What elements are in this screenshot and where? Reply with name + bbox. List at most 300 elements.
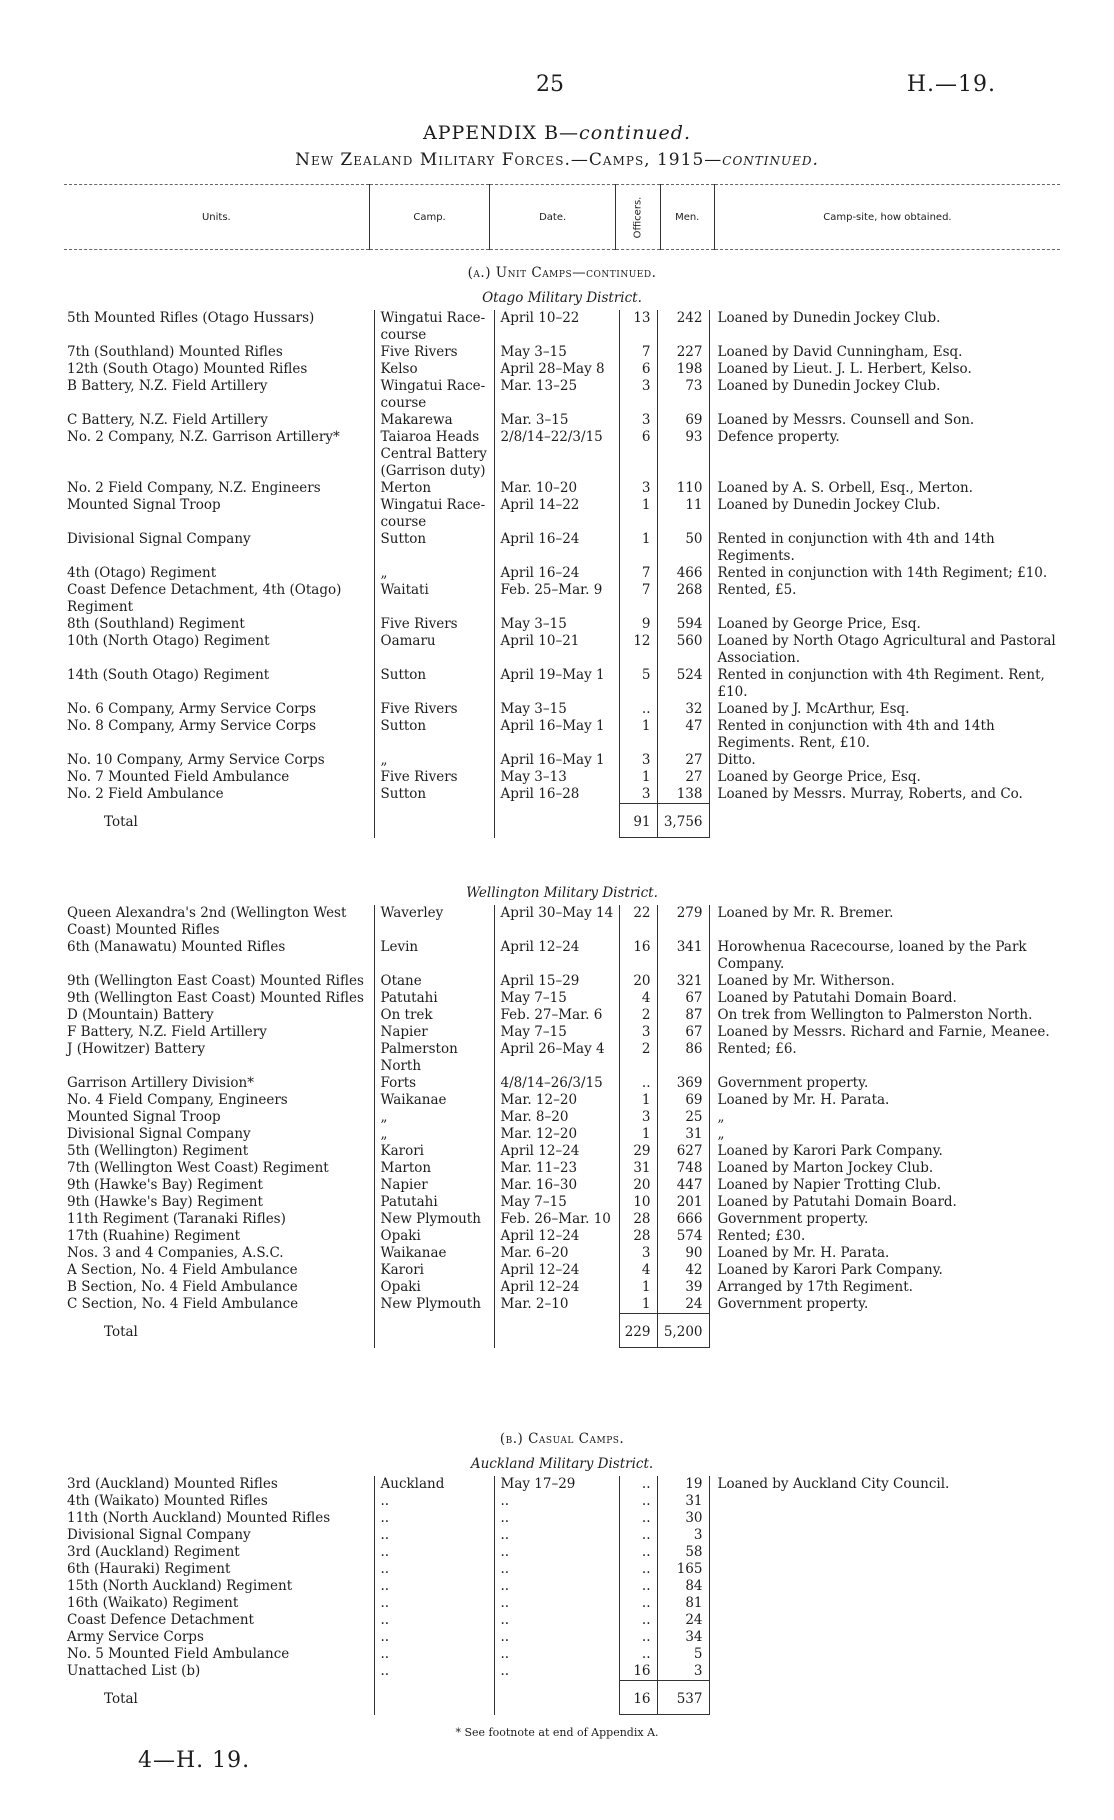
total-camp-blank bbox=[374, 1314, 494, 1348]
unit-cell: 17th (Ruahine) Regiment bbox=[67, 1228, 241, 1244]
date-cell: .. bbox=[494, 1612, 619, 1629]
officers-cell: 12 bbox=[619, 633, 657, 667]
men-cell: 5 bbox=[657, 1646, 709, 1663]
total-site-blank bbox=[709, 1681, 1060, 1715]
table-row bbox=[64, 1143, 1060, 1160]
table-row bbox=[64, 1126, 1060, 1143]
unit-cell: No. 5 Mounted Field Ambulance bbox=[67, 1646, 290, 1662]
page-subtitle bbox=[0, 150, 1114, 170]
date-cell: .. bbox=[494, 1561, 619, 1578]
campsite-cell: Loaned by Mr. R. Bremer. bbox=[709, 905, 1060, 939]
date-cell: April 15–29 bbox=[494, 973, 619, 990]
campsite-cell bbox=[709, 1510, 1060, 1527]
men-cell: 447 bbox=[657, 1177, 709, 1194]
total-men: 537 bbox=[657, 1681, 709, 1715]
unit-cell: Mounted Signal Troop bbox=[67, 1109, 221, 1125]
camp-cell: Sutton bbox=[374, 667, 494, 701]
officers-cell: 6 bbox=[619, 361, 657, 378]
district-heading-row bbox=[64, 880, 1060, 905]
officers-cell: 1 bbox=[619, 718, 657, 752]
campsite-cell: Rented in conjunction with 14th Regiment; £10. bbox=[709, 565, 1060, 582]
unit-cell: Coast Defence Detachment bbox=[67, 1612, 254, 1628]
men-cell: 30 bbox=[657, 1510, 709, 1527]
date-cell: April 12–24 bbox=[494, 1228, 619, 1245]
men-cell: 369 bbox=[657, 1075, 709, 1092]
date-cell: April 14–22 bbox=[494, 497, 619, 531]
total-row bbox=[64, 1681, 1060, 1715]
footnote: * See footnote at end of Appendix A. bbox=[455, 1726, 659, 1739]
date-cell: April 12–24 bbox=[494, 1143, 619, 1160]
table-row bbox=[64, 718, 1060, 752]
table-row bbox=[64, 531, 1060, 565]
officers-cell: .. bbox=[619, 1075, 657, 1092]
men-cell: 279 bbox=[657, 905, 709, 939]
auckland-casual-camps-table bbox=[64, 1426, 1060, 1715]
officers-cell: 1 bbox=[619, 531, 657, 565]
men-cell: 24 bbox=[657, 1612, 709, 1629]
table-row bbox=[64, 582, 1060, 616]
footer-code: 4—H. 19. bbox=[138, 1748, 251, 1773]
officers-cell: 1 bbox=[619, 1092, 657, 1109]
section-heading: (a.) Unit Camps—continued. bbox=[467, 265, 657, 281]
officers-cell: 4 bbox=[619, 1262, 657, 1279]
wellington-camps-table bbox=[64, 880, 1060, 1348]
men-cell: 84 bbox=[657, 1578, 709, 1595]
table-row bbox=[64, 769, 1060, 786]
unit-cell: 15th (North Auckland) Regiment bbox=[67, 1578, 293, 1594]
officers-cell: 4 bbox=[619, 990, 657, 1007]
officers-cell: 2 bbox=[619, 1007, 657, 1024]
unit-cell: No. 7 Mounted Field Ambulance bbox=[67, 769, 290, 785]
officers-cell: 1 bbox=[619, 497, 657, 531]
men-cell: 321 bbox=[657, 973, 709, 990]
campsite-cell: Loaned by North Otago Agricultural and Pastoral Association. bbox=[709, 633, 1060, 667]
campsite-cell: Loaned by Messrs. Counsell and Son. bbox=[709, 412, 1060, 429]
appendix-title-continued: continued. bbox=[579, 122, 691, 144]
campsite-cell bbox=[709, 1493, 1060, 1510]
unit-cell: Garrison Artillery Division* bbox=[67, 1075, 254, 1091]
campsite-cell: Loaned by Mr. Witherson. bbox=[709, 973, 1060, 990]
unit-cell: Unattached List (b) bbox=[67, 1663, 201, 1679]
men-cell: 69 bbox=[657, 1092, 709, 1109]
date-cell: May 7–15 bbox=[494, 990, 619, 1007]
date-cell: Feb. 27–Mar. 6 bbox=[494, 1007, 619, 1024]
section-heading-row bbox=[64, 260, 1060, 285]
unit-cell: 12th (South Otago) Mounted Rifles bbox=[67, 361, 308, 377]
men-cell: 86 bbox=[657, 1041, 709, 1075]
camp-cell: Karori bbox=[374, 1143, 494, 1160]
officers-header-label: Officers. bbox=[632, 196, 644, 238]
men-cell: 27 bbox=[657, 769, 709, 786]
table-row bbox=[64, 1109, 1060, 1126]
officers-cell: .. bbox=[619, 1612, 657, 1629]
total-officers: 91 bbox=[619, 804, 657, 838]
appendix-title-main: APPENDIX B— bbox=[422, 122, 580, 144]
campsite-cell bbox=[709, 1544, 1060, 1561]
campsite-cell bbox=[709, 1527, 1060, 1544]
date-cell: Mar. 16–30 bbox=[494, 1177, 619, 1194]
table-row bbox=[64, 1279, 1060, 1296]
unit-cell: 5th Mounted Rifles (Otago Hussars) bbox=[67, 310, 315, 326]
column-header-row bbox=[64, 184, 1060, 250]
men-cell: 227 bbox=[657, 344, 709, 361]
officers-cell: 1 bbox=[619, 1279, 657, 1296]
men-cell: 81 bbox=[657, 1595, 709, 1612]
campsite-cell bbox=[709, 1663, 1060, 1681]
date-cell: April 10–21 bbox=[494, 633, 619, 667]
date-cell: .. bbox=[494, 1493, 619, 1510]
unit-cell: Divisional Signal Company bbox=[67, 1527, 251, 1543]
section-heading-row bbox=[64, 1426, 1060, 1451]
unit-cell: B Section, No. 4 Field Ambulance bbox=[67, 1279, 298, 1295]
date-cell: .. bbox=[494, 1510, 619, 1527]
unit-cell: 5th (Wellington) Regiment bbox=[67, 1143, 249, 1159]
campsite-cell: Loaned by Dunedin Jockey Club. bbox=[709, 497, 1060, 531]
camp-cell: Five Rivers bbox=[374, 769, 494, 786]
date-cell: Mar. 3–15 bbox=[494, 412, 619, 429]
unit-cell: 6th (Hauraki) Regiment bbox=[67, 1561, 231, 1577]
table-row bbox=[64, 616, 1060, 633]
date-cell: Mar. 12–20 bbox=[494, 1092, 619, 1109]
unit-cell: No. 2 Field Company, N.Z. Engineers bbox=[67, 480, 321, 496]
unit-cell: J (Howitzer) Battery bbox=[67, 1041, 206, 1057]
campsite-cell: Horowhenua Racecourse, loaned by the Park Company. bbox=[709, 939, 1060, 973]
table-row bbox=[64, 1612, 1060, 1629]
date-cell: May 3–13 bbox=[494, 769, 619, 786]
men-cell: 25 bbox=[657, 1109, 709, 1126]
officers-cell: 20 bbox=[619, 1177, 657, 1194]
date-cell: .. bbox=[494, 1578, 619, 1595]
officers-cell: 3 bbox=[619, 480, 657, 497]
men-cell: 524 bbox=[657, 667, 709, 701]
camp-cell: Palmerston North bbox=[374, 1041, 494, 1075]
table-row bbox=[64, 990, 1060, 1007]
table-row bbox=[64, 1092, 1060, 1109]
campsite-cell: Rented; £30. bbox=[709, 1228, 1060, 1245]
officers-cell: 31 bbox=[619, 1160, 657, 1177]
men-cell: 560 bbox=[657, 633, 709, 667]
men-cell: 574 bbox=[657, 1228, 709, 1245]
camp-cell: Napier bbox=[374, 1177, 494, 1194]
table-row bbox=[64, 1476, 1060, 1493]
officers-cell: 1 bbox=[619, 769, 657, 786]
date-cell: April 16–24 bbox=[494, 565, 619, 582]
officers-cell: 3 bbox=[619, 752, 657, 769]
officers-cell: 7 bbox=[619, 344, 657, 361]
men-cell: 67 bbox=[657, 1024, 709, 1041]
table-row bbox=[64, 1211, 1060, 1228]
officers-cell: .. bbox=[619, 1629, 657, 1646]
officers-cell: .. bbox=[619, 1527, 657, 1544]
district-heading: Otago Military District. bbox=[482, 290, 642, 306]
officers-cell: 1 bbox=[619, 1126, 657, 1143]
unit-cell: 4th (Otago) Regiment bbox=[67, 565, 217, 581]
officers-cell: 29 bbox=[619, 1143, 657, 1160]
date-cell: .. bbox=[494, 1663, 619, 1681]
date-cell: May 7–15 bbox=[494, 1024, 619, 1041]
date-cell: April 30–May 14 bbox=[494, 905, 619, 939]
camp-cell: Patutahi bbox=[374, 1194, 494, 1211]
unit-cell: 6th (Manawatu) Mounted Rifles bbox=[67, 939, 286, 955]
campsite-cell bbox=[709, 1561, 1060, 1578]
camp-cell: Levin bbox=[374, 939, 494, 973]
table-row bbox=[64, 905, 1060, 939]
unit-cell: C Battery, N.Z. Field Artillery bbox=[67, 412, 268, 428]
date-cell: May 17–29 bbox=[494, 1476, 619, 1493]
table-row bbox=[64, 1527, 1060, 1544]
camp-cell: Makarewa bbox=[374, 412, 494, 429]
men-cell: 242 bbox=[657, 310, 709, 344]
district-heading: Wellington Military District. bbox=[466, 885, 658, 901]
men-cell: 594 bbox=[657, 616, 709, 633]
men-cell: 198 bbox=[657, 361, 709, 378]
document-code: H.—19. bbox=[906, 72, 996, 97]
table-row bbox=[64, 1296, 1060, 1314]
camp-cell: Kelso bbox=[374, 361, 494, 378]
camp-cell: .. bbox=[374, 1510, 494, 1527]
date-cell: April 16–24 bbox=[494, 531, 619, 565]
unit-cell: 4th (Waikato) Mounted Rifles bbox=[67, 1493, 268, 1509]
men-cell: 627 bbox=[657, 1143, 709, 1160]
campsite-cell: „ bbox=[709, 1109, 1060, 1126]
camp-cell: „ bbox=[374, 1109, 494, 1126]
total-men: 3,756 bbox=[657, 804, 709, 838]
camp-cell: Waikanae bbox=[374, 1092, 494, 1109]
officers-cell: 3 bbox=[619, 412, 657, 429]
table-row bbox=[64, 1646, 1060, 1663]
table-row bbox=[64, 361, 1060, 378]
camp-cell: Five Rivers bbox=[374, 616, 494, 633]
table-row bbox=[64, 1262, 1060, 1279]
table-row bbox=[64, 1595, 1060, 1612]
camp-cell: New Plymouth bbox=[374, 1211, 494, 1228]
camp-cell: Opaki bbox=[374, 1228, 494, 1245]
officers-cell: 7 bbox=[619, 582, 657, 616]
campsite-cell: Defence property. bbox=[709, 429, 1060, 480]
men-cell: 39 bbox=[657, 1279, 709, 1296]
men-cell: 165 bbox=[657, 1561, 709, 1578]
unit-cell: C Section, No. 4 Field Ambulance bbox=[67, 1296, 299, 1312]
camp-cell: Wingatui Race-course bbox=[374, 378, 494, 412]
campsite-cell: Rented; £6. bbox=[709, 1041, 1060, 1075]
camp-cell: Five Rivers bbox=[374, 344, 494, 361]
subtitle-continued: continued. bbox=[722, 150, 819, 170]
table-row bbox=[64, 1041, 1060, 1075]
table-row bbox=[64, 1578, 1060, 1595]
table-row bbox=[64, 429, 1060, 480]
total-site-blank bbox=[709, 804, 1060, 838]
camp-cell: .. bbox=[374, 1663, 494, 1681]
campsite-cell bbox=[709, 1629, 1060, 1646]
officers-cell: .. bbox=[619, 1476, 657, 1493]
date-cell: .. bbox=[494, 1544, 619, 1561]
camp-cell: Patutahi bbox=[374, 990, 494, 1007]
date-cell: 2/8/14–22/3/15 bbox=[494, 429, 619, 480]
table-row bbox=[64, 1007, 1060, 1024]
date-cell: April 12–24 bbox=[494, 1279, 619, 1296]
date-cell: April 16–28 bbox=[494, 786, 619, 804]
officers-cell: 5 bbox=[619, 667, 657, 701]
campsite-cell: Rented, £5. bbox=[709, 582, 1060, 616]
date-cell: Mar. 8–20 bbox=[494, 1109, 619, 1126]
men-cell: 3 bbox=[657, 1663, 709, 1681]
camp-cell: On trek bbox=[374, 1007, 494, 1024]
camp-cell: .. bbox=[374, 1629, 494, 1646]
men-cell: 90 bbox=[657, 1245, 709, 1262]
unit-cell: 11th Regiment (Taranaki Rifles) bbox=[67, 1211, 286, 1227]
camp-cell: .. bbox=[374, 1595, 494, 1612]
total-row bbox=[64, 804, 1060, 838]
total-date-blank bbox=[494, 1681, 619, 1715]
campsite-cell: Loaned by Karori Park Company. bbox=[709, 1143, 1060, 1160]
subtitle-main: New Zealand Military Forces.—Camps, 1915— bbox=[295, 150, 723, 170]
unit-cell: 3rd (Auckland) Mounted Rifles bbox=[67, 1476, 278, 1492]
camp-cell: Napier bbox=[374, 1024, 494, 1041]
unit-cell: Nos. 3 and 4 Companies, A.S.C. bbox=[67, 1245, 284, 1261]
units-column-header: Units. bbox=[64, 185, 369, 250]
officers-cell: 16 bbox=[619, 1663, 657, 1681]
camp-cell: Merton bbox=[374, 480, 494, 497]
camp-cell: Sutton bbox=[374, 718, 494, 752]
campsite-column-header: Camp-site, how obtained. bbox=[714, 185, 1060, 250]
table-row bbox=[64, 344, 1060, 361]
total-label: Total bbox=[104, 1323, 138, 1340]
camp-cell: „ bbox=[374, 1126, 494, 1143]
camp-cell: .. bbox=[374, 1527, 494, 1544]
date-column-header: Date. bbox=[490, 185, 615, 250]
campsite-cell: Loaned by Lieut. J. L. Herbert, Kelso. bbox=[709, 361, 1060, 378]
men-column-header: Men. bbox=[660, 185, 714, 250]
campsite-cell: Rented in conjunction with 4th Regiment. Rent, £10. bbox=[709, 667, 1060, 701]
camp-cell: Wingatui Race-course bbox=[374, 310, 494, 344]
date-cell: April 16–May 1 bbox=[494, 752, 619, 769]
camp-cell: .. bbox=[374, 1561, 494, 1578]
officers-cell: .. bbox=[619, 1510, 657, 1527]
campsite-cell: Rented in conjunction with 4th and 14th Regiments. Rent, £10. bbox=[709, 718, 1060, 752]
date-cell: Mar. 2–10 bbox=[494, 1296, 619, 1314]
date-cell: Feb. 25–Mar. 9 bbox=[494, 582, 619, 616]
officers-cell: 13 bbox=[619, 310, 657, 344]
officers-cell: 10 bbox=[619, 1194, 657, 1211]
officers-cell: 3 bbox=[619, 1109, 657, 1126]
camp-cell: Marton bbox=[374, 1160, 494, 1177]
date-cell: Mar. 13–25 bbox=[494, 378, 619, 412]
unit-cell: 7th (Southland) Mounted Rifles bbox=[67, 344, 283, 360]
campsite-cell: Government property. bbox=[709, 1211, 1060, 1228]
officers-cell: 7 bbox=[619, 565, 657, 582]
total-row bbox=[64, 1314, 1060, 1348]
total-site-blank bbox=[709, 1314, 1060, 1348]
total-date-blank bbox=[494, 804, 619, 838]
table-row bbox=[64, 412, 1060, 429]
unit-cell: No. 10 Company, Army Service Corps bbox=[67, 752, 325, 768]
campsite-cell: Loaned by Auckland City Council. bbox=[709, 1476, 1060, 1493]
men-cell: 3 bbox=[657, 1527, 709, 1544]
date-cell: 4/8/14–26/3/15 bbox=[494, 1075, 619, 1092]
camp-cell: Waitati bbox=[374, 582, 494, 616]
district-heading: Auckland Military District. bbox=[470, 1456, 654, 1472]
date-cell: .. bbox=[494, 1527, 619, 1544]
men-cell: 87 bbox=[657, 1007, 709, 1024]
officers-cell: .. bbox=[619, 1493, 657, 1510]
men-cell: 19 bbox=[657, 1476, 709, 1493]
date-cell: May 7–15 bbox=[494, 1194, 619, 1211]
table-row bbox=[64, 1245, 1060, 1262]
campsite-cell: Loaned by Marton Jockey Club. bbox=[709, 1160, 1060, 1177]
men-cell: 110 bbox=[657, 480, 709, 497]
officers-cell: 3 bbox=[619, 1245, 657, 1262]
unit-cell: Divisional Signal Company bbox=[67, 1126, 251, 1142]
table-row bbox=[64, 633, 1060, 667]
camp-cell: Sutton bbox=[374, 786, 494, 804]
date-cell: May 3–15 bbox=[494, 344, 619, 361]
section-heading: (b.) Casual Camps. bbox=[499, 1431, 625, 1447]
camp-cell: .. bbox=[374, 1544, 494, 1561]
camp-cell: .. bbox=[374, 1646, 494, 1663]
men-cell: 73 bbox=[657, 378, 709, 412]
officers-cell: .. bbox=[619, 1544, 657, 1561]
table-row bbox=[64, 786, 1060, 804]
campsite-cell: Ditto. bbox=[709, 752, 1060, 769]
date-cell: May 3–15 bbox=[494, 616, 619, 633]
total-men: 5,200 bbox=[657, 1314, 709, 1348]
unit-cell: 14th (South Otago) Regiment bbox=[67, 667, 270, 683]
unit-cell: Coast Defence Detachment, 4th (Otago) Regiment bbox=[67, 582, 342, 615]
campsite-cell: Loaned by George Price, Esq. bbox=[709, 769, 1060, 786]
table-row bbox=[64, 752, 1060, 769]
unit-cell: 9th (Wellington East Coast) Mounted Rifles bbox=[67, 973, 364, 989]
table-row bbox=[64, 1160, 1060, 1177]
campsite-cell: On trek from Wellington to Palmerston North. bbox=[709, 1007, 1060, 1024]
otago-camps-table bbox=[64, 260, 1060, 838]
campsite-cell bbox=[709, 1578, 1060, 1595]
men-cell: 31 bbox=[657, 1126, 709, 1143]
camp-cell: .. bbox=[374, 1493, 494, 1510]
district-heading-row bbox=[64, 285, 1060, 310]
table-row bbox=[64, 1663, 1060, 1681]
date-cell: Mar. 11–23 bbox=[494, 1160, 619, 1177]
men-cell: 201 bbox=[657, 1194, 709, 1211]
unit-cell: 8th (Southland) Regiment bbox=[67, 616, 245, 632]
unit-cell: 3rd (Auckland) Regiment bbox=[67, 1544, 240, 1560]
table-row bbox=[64, 1177, 1060, 1194]
men-cell: 138 bbox=[657, 786, 709, 804]
campsite-cell: Loaned by Patutahi Domain Board. bbox=[709, 1194, 1060, 1211]
date-cell: April 12–24 bbox=[494, 939, 619, 973]
table-row bbox=[64, 1194, 1060, 1211]
officers-cell: 20 bbox=[619, 973, 657, 990]
men-cell: 34 bbox=[657, 1629, 709, 1646]
men-cell: 93 bbox=[657, 429, 709, 480]
officers-cell: 16 bbox=[619, 939, 657, 973]
men-cell: 58 bbox=[657, 1544, 709, 1561]
camp-cell: Opaki bbox=[374, 1279, 494, 1296]
camp-cell: Waverley bbox=[374, 905, 494, 939]
men-cell: 666 bbox=[657, 1211, 709, 1228]
table-row bbox=[64, 480, 1060, 497]
campsite-cell: Arranged by 17th Regiment. bbox=[709, 1279, 1060, 1296]
unit-cell: Queen Alexandra's 2nd (Wellington West Coast) Mounted Rifles bbox=[67, 905, 347, 938]
table-row bbox=[64, 1561, 1060, 1578]
officers-cell: 3 bbox=[619, 1024, 657, 1041]
campsite-cell: Loaned by A. S. Orbell, Esq., Merton. bbox=[709, 480, 1060, 497]
table-row bbox=[64, 1228, 1060, 1245]
camp-column-header: Camp. bbox=[369, 185, 490, 250]
officers-cell: 2 bbox=[619, 1041, 657, 1075]
unit-cell: 7th (Wellington West Coast) Regiment bbox=[67, 1160, 329, 1176]
men-cell: 268 bbox=[657, 582, 709, 616]
campsite-cell: Loaned by Napier Trotting Club. bbox=[709, 1177, 1060, 1194]
